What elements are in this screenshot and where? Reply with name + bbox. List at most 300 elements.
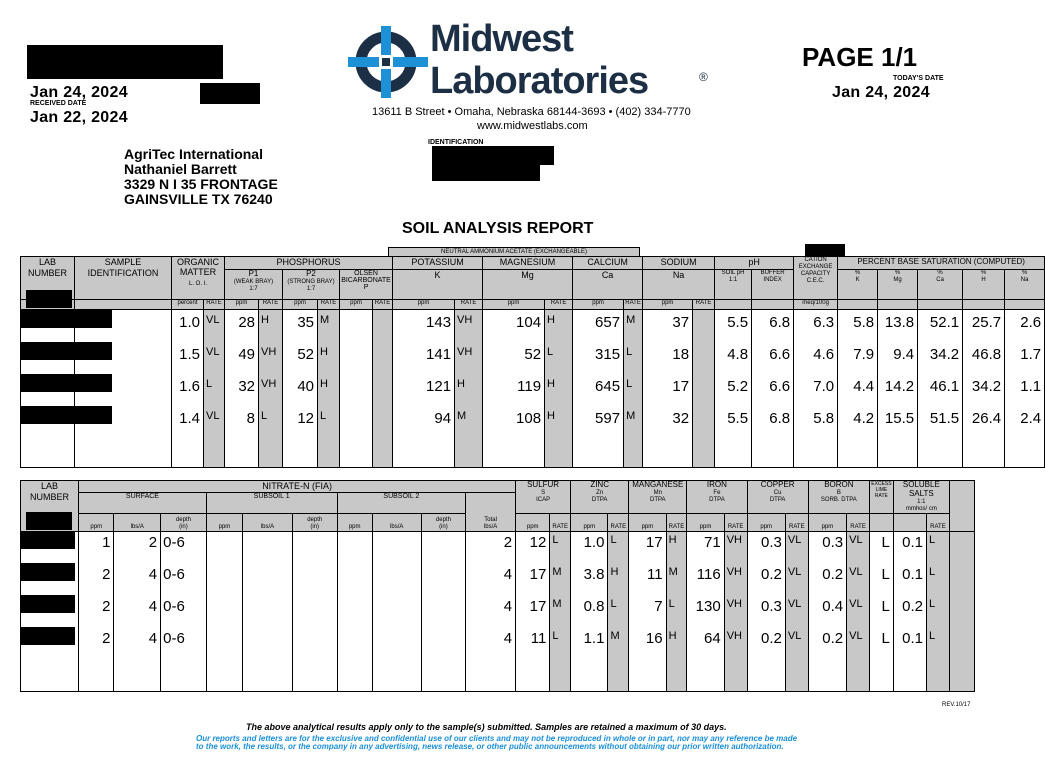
todays-date-label: TODAY'S DATE [893, 75, 944, 82]
ca-header: Ca [573, 270, 643, 300]
cell-zn: 0.8 [571, 596, 608, 628]
cell-salt_r: L [927, 628, 950, 692]
cell-slbs: 2 [114, 532, 161, 564]
cell-olsen [340, 374, 373, 406]
redacted-block [20, 406, 112, 424]
cell-cu: 0.3 [747, 532, 785, 564]
cell-mn: 7 [629, 596, 666, 628]
cell-cu: 0.3 [747, 596, 785, 628]
cell-ca_r: M [624, 310, 643, 342]
cell-buf: 6.8 [752, 310, 794, 342]
olsen-unit: ppm [340, 300, 373, 310]
cell-blank [949, 628, 974, 692]
cell-b: 0.2 [808, 628, 846, 692]
cell-k: 94 [393, 406, 455, 468]
cell-s: 17 [516, 596, 550, 628]
cell-p1_r: L [259, 406, 283, 468]
redacted-block [20, 374, 112, 392]
cell-s_r: L [550, 628, 571, 692]
bs-ca-header: % Ca [918, 270, 963, 300]
subsoil1-header: SUBSOIL 1 [206, 493, 337, 514]
cell-cec: 5.8 [794, 406, 838, 468]
cell-k_r: H [455, 374, 483, 406]
manganese-header: MANGANESE Mn DTPA [629, 481, 687, 514]
cell-bk: 4.2 [838, 406, 878, 468]
cell-ph: 4.8 [715, 342, 752, 374]
cell-p2: 52 [283, 342, 318, 374]
bs-na-header: % Na [1005, 270, 1045, 300]
cell-bh: 34.2 [963, 374, 1005, 406]
surface-ppm: ppm [79, 514, 114, 532]
p2-unit: ppm [283, 300, 318, 310]
cell-sdepth: 0-6 [161, 532, 207, 564]
cell-lime: L [869, 532, 893, 564]
cell-fe: 130 [687, 596, 724, 628]
cell-bna: 1.7 [1005, 342, 1045, 374]
cell-slbs: 4 [114, 628, 161, 692]
cell-salt_r: L [927, 596, 950, 628]
cell-b2ppm [337, 628, 372, 692]
cell-p1: 49 [225, 342, 259, 374]
cell-bk: 5.8 [838, 310, 878, 342]
cell-bh: 46.8 [963, 342, 1005, 374]
cell-s: 17 [516, 564, 550, 596]
subsoil2-header: SUBSOIL 2 [337, 493, 466, 514]
cell-mg_r: L [545, 342, 573, 374]
cell-fe: 71 [687, 532, 724, 564]
om-rate-unit: RATE [204, 300, 225, 310]
bs-h-header: % H [963, 270, 1005, 300]
copper-header: COPPER Cu DTPA [747, 481, 808, 514]
organic-matter-header: ORGANIC MATTER L. O. I. [172, 257, 225, 300]
cell-k: 141 [393, 342, 455, 374]
cell-om: 1.6 [172, 374, 204, 406]
cell-salt: 0.1 [893, 532, 926, 564]
s-rate: RATE [550, 514, 571, 532]
redacted-block [20, 531, 75, 549]
cell-p1_r: VH [259, 374, 283, 406]
bs-h-unit [963, 300, 1005, 310]
cell-b_r: VL [847, 532, 870, 564]
identification-label: IDENTIFICATION [428, 139, 484, 146]
bs-mg-unit [878, 300, 918, 310]
lab-name-line1: Midwest [430, 18, 573, 60]
cell-b2ppm [337, 532, 372, 564]
cell-b1d [292, 532, 337, 564]
redacted-block [27, 45, 223, 79]
soil-ph-header: SOIL pH 1:1 [715, 270, 752, 300]
cell-sppm: 2 [79, 596, 114, 628]
cell-na: 17 [643, 374, 693, 406]
cell-olsen [340, 406, 373, 468]
cell-fe_r: VH [724, 564, 747, 596]
na-rate-unit: RATE [693, 300, 715, 310]
cell-p1: 28 [225, 310, 259, 342]
sample-id-header: SAMPLE IDENTIFICATION [75, 257, 172, 300]
cell-fe_r: VH [724, 628, 747, 692]
cell-b_r: VL [847, 564, 870, 596]
total-header: Total lbs/A [466, 493, 516, 532]
cell-olsen_r [373, 374, 393, 406]
cell-b1d [292, 564, 337, 596]
cell-s_r: M [550, 596, 571, 628]
sodium-header: SODIUM [643, 257, 715, 270]
calcium-header: CALCIUM [573, 257, 643, 270]
cell-b: 0.3 [808, 532, 846, 564]
table-row [21, 374, 1045, 406]
olsen-rate-unit: RATE [373, 300, 393, 310]
report-date: Jan 24, 2024 [30, 84, 128, 101]
cell-olsen_r [373, 310, 393, 342]
cell-lime: L [869, 596, 893, 628]
sub1-depth: depth (in) [292, 514, 337, 532]
redacted-block [432, 163, 540, 181]
report-title: SOIL ANALYSIS REPORT [402, 220, 594, 237]
bs-ca-unit [918, 300, 963, 310]
cell-bh: 25.7 [963, 310, 1005, 342]
cell-ca: 645 [573, 374, 624, 406]
lab-number-header-2: LAB NUMBER [21, 481, 79, 532]
cell-mn: 16 [629, 628, 666, 692]
client-contact: Nathaniel Barrett [124, 161, 237, 177]
cell-fe: 116 [687, 564, 724, 596]
client-company: AgriTec International [124, 146, 263, 162]
cell-ca_r: L [624, 342, 643, 374]
cell-p1: 8 [225, 406, 259, 468]
cell-cu: 0.2 [747, 628, 785, 692]
soluble-salts-header: SOLUBLE SALTS 1:1 mmhos/ cm [893, 481, 949, 514]
cell-b1lbs [243, 628, 293, 692]
cell-cu_r: VL [785, 532, 808, 564]
cell-sppm: 2 [79, 628, 114, 692]
cell-bca: 52.1 [918, 310, 963, 342]
cell-p2_r: L [318, 406, 340, 468]
buffer-index-header: BUFFER INDEX [752, 270, 794, 300]
cell-buf: 6.8 [752, 406, 794, 468]
cell-sdepth: 0-6 [161, 628, 207, 692]
cec-unit: meq/100g [794, 300, 838, 310]
cell-zn: 1.0 [571, 532, 608, 564]
k-header: K [393, 270, 483, 300]
cell-blank [949, 532, 974, 564]
buffer-unit [752, 300, 794, 310]
cell-olsen_r [373, 406, 393, 468]
cell-zn_r: L [608, 532, 629, 564]
olsen-header: OLSEN BICARBONATE P [340, 270, 393, 300]
p1-header: P1 (WEAK BRAY) 1:7 [225, 270, 283, 300]
cell-cec: 4.6 [794, 342, 838, 374]
cell-s: 11 [516, 628, 550, 692]
cell-bmg: 15.5 [878, 406, 918, 468]
cell-na_r [693, 342, 715, 374]
cell-bk: 7.9 [838, 342, 878, 374]
cell-p2: 40 [283, 374, 318, 406]
table-row [21, 564, 975, 596]
received-date: Jan 22, 2024 [30, 109, 128, 126]
bs-k-header: % K [838, 270, 878, 300]
todays-date: Jan 24, 2024 [832, 84, 930, 101]
cell-om_r: L [204, 374, 225, 406]
cell-bmg: 13.8 [878, 310, 918, 342]
cell-ph: 5.5 [715, 310, 752, 342]
cell-b2lbs [372, 532, 421, 564]
b-rate: RATE [847, 514, 870, 532]
cell-p1_r: VH [259, 342, 283, 374]
fe-rate: RATE [724, 514, 747, 532]
cell-total: 4 [466, 628, 516, 692]
na-header: Na [643, 270, 715, 300]
cell-bna: 2.6 [1005, 310, 1045, 342]
cell-om: 1.0 [172, 310, 204, 342]
cell-p2: 35 [283, 310, 318, 342]
neutral-ammonium-header: NEUTRAL AMMONIUM ACETATE (EXCHANGEABLE) [388, 247, 640, 257]
magnesium-header: MAGNESIUM [483, 257, 573, 270]
cell-om_r: VL [204, 406, 225, 468]
cell-s: 12 [516, 532, 550, 564]
cell-na_r [693, 406, 715, 468]
sub2-ppm: ppm [337, 514, 372, 532]
k-unit: ppm [393, 300, 455, 310]
cell-mg_r: H [545, 406, 573, 468]
cell-slbs: 4 [114, 596, 161, 628]
cell-salt: 0.2 [893, 596, 926, 628]
client-street: 3329 N I 35 FRONTAGE [124, 176, 278, 192]
cell-mg_r: H [545, 310, 573, 342]
cell-zn_r: H [608, 564, 629, 596]
cell-mg: 108 [483, 406, 545, 468]
ph-header: pH [715, 257, 794, 270]
table-row [21, 310, 1045, 342]
cell-mn_r: H [666, 532, 687, 564]
cell-p2: 12 [283, 406, 318, 468]
cell-zn_r: M [608, 628, 629, 692]
cell-salt_r: L [927, 564, 950, 596]
cell-b2lbs [372, 564, 421, 596]
sub1-lbs: lbs/A [243, 514, 293, 532]
cell-bh: 26.4 [963, 406, 1005, 468]
cell-bmg: 14.2 [878, 374, 918, 406]
registered-mark: ® [699, 70, 708, 84]
cell-bna: 2.4 [1005, 406, 1045, 468]
cell-buf: 6.6 [752, 374, 794, 406]
cell-olsen [340, 342, 373, 374]
zn-rate: RATE [608, 514, 629, 532]
cell-cec: 7.0 [794, 374, 838, 406]
cell-total: 4 [466, 596, 516, 628]
cell-slbs: 4 [114, 564, 161, 596]
redacted-block [20, 310, 112, 328]
cell-bk: 4.4 [838, 374, 878, 406]
lab-name-line2: Laboratories [430, 60, 649, 102]
sub1-ppm: ppm [206, 514, 242, 532]
bs-k-unit [838, 300, 878, 310]
cell-b1ppm [206, 564, 242, 596]
redacted-block [200, 83, 260, 104]
cell-blank [949, 596, 974, 628]
phosphorus-header: PHOSPHORUS [225, 257, 393, 270]
boron-header: BORON B SORB. DTPA [808, 481, 869, 514]
footer-notice: The above analytical results apply only to the sample(s) submitted. Samples are retained a maximum of 30 days. [246, 722, 727, 732]
salt-unit [893, 514, 926, 532]
cell-olsen_r [373, 342, 393, 374]
lime-unit [869, 514, 893, 532]
cell-b1lbs [243, 564, 293, 596]
table-row [21, 532, 975, 564]
cell-s_r: M [550, 564, 571, 596]
cell-b1d [292, 596, 337, 628]
cell-mn_r: M [666, 564, 687, 596]
cell-ph: 5.2 [715, 374, 752, 406]
cell-b2lbs [372, 628, 421, 692]
mn-rate: RATE [666, 514, 687, 532]
cell-na: 37 [643, 310, 693, 342]
table-row [21, 628, 975, 692]
sub2-lbs: lbs/A [372, 514, 421, 532]
cu-rate: RATE [785, 514, 808, 532]
cell-mg: 52 [483, 342, 545, 374]
cell-zn: 1.1 [571, 628, 608, 692]
cell-bna: 1.1 [1005, 374, 1045, 406]
cell-k: 143 [393, 310, 455, 342]
cell-na_r [693, 374, 715, 406]
cell-b1lbs [243, 596, 293, 628]
cell-b2lbs [372, 596, 421, 628]
table-row [21, 406, 1045, 468]
fe-ppm: ppm [687, 514, 724, 532]
soil-analysis-table [20, 256, 1045, 468]
cell-fe_r: VH [724, 596, 747, 628]
zinc-header: ZINC Zn DTPA [571, 481, 629, 514]
cell-b2ppm [337, 596, 372, 628]
cell-ph: 5.5 [715, 406, 752, 468]
cell-k: 121 [393, 374, 455, 406]
ca-rate-unit: RATE [624, 300, 643, 310]
lab-address: 13611 B Street • Omaha, Nebraska 68144-3693 • (402) 334-7770 [372, 106, 691, 118]
nitrate-header: NITRATE-N (FIA) [79, 481, 516, 493]
cell-mn: 11 [629, 564, 666, 596]
cell-zn: 3.8 [571, 564, 608, 596]
cell-ca_r: M [624, 406, 643, 468]
cell-b1d [292, 628, 337, 692]
cell-k_r: M [455, 406, 483, 468]
potassium-header: POTASSIUM [393, 257, 483, 270]
cell-b: 0.2 [808, 564, 846, 596]
crosshair-logo-icon [348, 26, 428, 98]
client-address [124, 147, 278, 207]
cell-ca_r: L [624, 374, 643, 406]
iron-header: IRON Fe DTPA [687, 481, 747, 514]
client-city: GAINSVILLE TX 76240 [124, 191, 273, 207]
cell-k_r: VH [455, 342, 483, 374]
redacted-block [20, 627, 75, 645]
cell-om: 1.4 [172, 406, 204, 468]
bs-na-unit [1005, 300, 1045, 310]
lab-website: www.midwestlabs.com [477, 120, 588, 132]
cell-p1_r: H [259, 310, 283, 342]
cell-bca: 34.2 [918, 342, 963, 374]
sample-id-unit [75, 300, 172, 310]
cell-fe: 64 [687, 628, 724, 692]
cell-mn_r: L [666, 596, 687, 628]
cell-bmg: 9.4 [878, 342, 918, 374]
cell-total: 4 [466, 564, 516, 596]
cell-lime: L [869, 628, 893, 692]
table-row [21, 342, 1045, 374]
surface-header: SURFACE [79, 493, 207, 514]
om-unit: percent [172, 300, 204, 310]
redacted-block [20, 595, 75, 613]
cell-s_r: L [550, 532, 571, 564]
mn-ppm: ppm [629, 514, 666, 532]
cell-p1: 32 [225, 374, 259, 406]
cell-ca: 597 [573, 406, 624, 468]
cell-ca: 315 [573, 342, 624, 374]
cell-b2d [421, 596, 466, 628]
cell-sppm: 2 [79, 564, 114, 596]
cell-b2d [421, 564, 466, 596]
p1-unit: ppm [225, 300, 259, 310]
redacted-block [26, 290, 72, 308]
mg-header: Mg [483, 270, 573, 300]
mg-unit: ppm [483, 300, 545, 310]
cell-mn_r: H [666, 628, 687, 692]
cell-mn: 17 [629, 532, 666, 564]
cell-bca: 51.5 [918, 406, 963, 468]
cell-b1lbs [243, 532, 293, 564]
cell-b_r: VL [847, 596, 870, 628]
cell-b_r: VL [847, 628, 870, 692]
cell-cu_r: VL [785, 564, 808, 596]
lab-number-header: LAB NUMBER [21, 257, 75, 300]
table-row [21, 596, 975, 628]
cell-om: 1.5 [172, 342, 204, 374]
cell-mg: 104 [483, 310, 545, 342]
cell-zn_r: L [608, 596, 629, 628]
mg-rate-unit: RATE [545, 300, 573, 310]
soil-ph-unit [715, 300, 752, 310]
cell-olsen [340, 310, 373, 342]
revision-label: REV.10/17 [942, 702, 971, 708]
cell-na_r [693, 310, 715, 342]
cell-b1ppm [206, 596, 242, 628]
cell-salt: 0.1 [893, 628, 926, 692]
cell-salt: 0.1 [893, 564, 926, 596]
cell-b2d [421, 532, 466, 564]
cell-cu: 0.2 [747, 564, 785, 596]
cell-total: 2 [466, 532, 516, 564]
redacted-block [20, 342, 112, 360]
surface-depth: depth (in) [161, 514, 207, 532]
cell-b1ppm [206, 628, 242, 692]
p1-rate-unit: RATE [259, 300, 283, 310]
redacted-block [20, 563, 75, 581]
cell-p2_r: H [318, 342, 340, 374]
cell-bca: 46.1 [918, 374, 963, 406]
excess-lime-header: EXCESS LIME RATE [869, 481, 893, 514]
footer-confidential-1: Our reports and letters are for the exclusive and confidential use of our clients and may not be reproduced in whole or in part, nor may any reference be made [196, 734, 798, 743]
cell-b2d [421, 628, 466, 692]
cell-b: 0.4 [808, 596, 846, 628]
cell-na: 18 [643, 342, 693, 374]
cell-om_r: VL [204, 310, 225, 342]
surface-lbs: lbs/A [114, 514, 161, 532]
lab-logo [348, 26, 428, 98]
cell-b2ppm [337, 564, 372, 596]
ca-unit: ppm [573, 300, 624, 310]
cell-cu_r: VL [785, 628, 808, 692]
cell-b1ppm [206, 532, 242, 564]
cell-sppm: 1 [79, 532, 114, 564]
